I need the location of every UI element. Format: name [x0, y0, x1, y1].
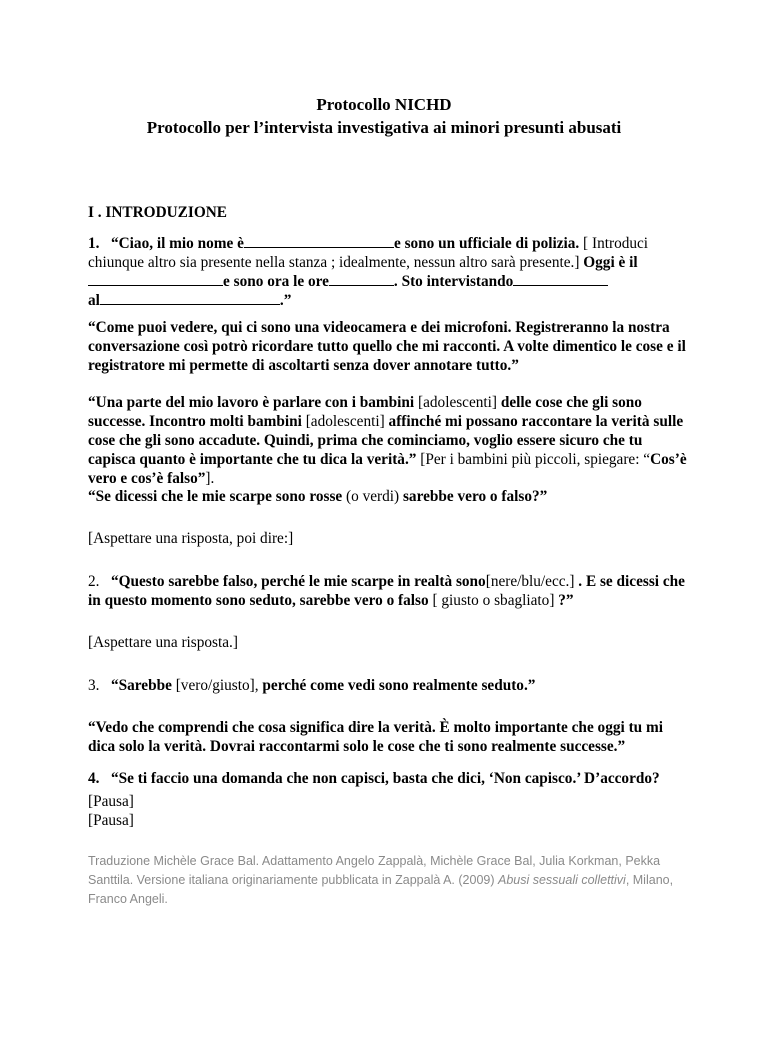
- p4-text-b: (o verdi): [342, 488, 403, 505]
- p3-text-a: “Una parte del mio lavoro è parlare con i bambini: [88, 394, 415, 411]
- p3-text-c: delle cose che gli sono successe. Incontro molti bambini: [88, 394, 642, 430]
- paragraph-1: [88, 234, 688, 310]
- p6-text-e: ?”: [558, 592, 574, 609]
- p1-text-d: Oggi è il: [583, 254, 638, 271]
- document-page: [0, 65, 768, 1059]
- paragraph-3: [88, 393, 688, 488]
- p3-text-h: ].: [205, 470, 215, 487]
- p3-text-f: [Per i bambini più piccoli, spiegare: “: [416, 451, 651, 468]
- paragraph-10: [Pausa]: [88, 793, 134, 810]
- paragraph-12-visible: [Pausa]: [88, 812, 134, 829]
- p8-text-a: “Sarebbe: [110, 677, 172, 694]
- p8-text-c: perché come vedi sono realmente seduto.”: [262, 677, 536, 694]
- item-number: 2.: [88, 573, 100, 590]
- date-blank: [88, 272, 223, 286]
- footer-book-title: Abusi sessuali collettivi: [497, 873, 626, 887]
- p1-text-a: “Ciao, il mio nome è: [110, 235, 244, 252]
- p6-text-d: [ giusto o sbagliato]: [428, 592, 559, 609]
- paragraph-11: [88, 769, 688, 788]
- paragraph-5: [Aspettare una risposta, poi dire:]: [88, 530, 294, 547]
- p11-text-a: “Se ti faccio una domanda che non capisci, basta che dici, ‘Non capisco.’ D’accordo?: [110, 770, 660, 787]
- p4-text-a: “Se dicessi che le mie scarpe sono rosse: [88, 488, 343, 505]
- p3-text-e: affinché mi possano raccontare la verità sulle cose che gli sono accadute. Quindi, prima che cominciamo, voglio essere sicuro che tu capisca quanto è importante che tu dica la verità.”: [88, 413, 684, 468]
- paragraph-2: “Come puoi vedere, qui ci sono una videocamera e dei microfoni. Registreranno la nostra conversazione così potrò ricordare tutto quello che mi racconti. A volte dimentico le cose e il registratore mi permette di ascoltarti senza dover annotare tutto.”: [88, 319, 686, 374]
- name-blank: [244, 234, 394, 248]
- p6-text-c: . E se dicessi che in questo momento sono seduto, sarebbe vero o falso: [88, 573, 685, 609]
- p1-text-e: e sono ora le ore: [223, 273, 329, 290]
- p1-text-c: [ Introduci chiunque altro sia presente nella stanza ; idealmente, nessun altro sarà presente.]: [88, 235, 649, 271]
- paragraph-4: [88, 487, 688, 506]
- footer-text: Traduzione Michèle Grace Bal. Adattamento Angelo Zappalà, Michèle Grace Bal, Julia Korkman, Pekka Santtila. Versione italiana originariamente pubblicata in Zappalà A. (2009): [88, 854, 661, 887]
- document-title: Protocollo NICHD: [316, 95, 452, 114]
- p6-text-a: “Questo sarebbe falso, perché le mie scarpe in realtà sono: [110, 573, 486, 590]
- p6-text-b: [nere/blu/ecc.]: [485, 573, 579, 590]
- time-blank: [329, 272, 394, 286]
- place-blank: [100, 291, 280, 305]
- footer-publisher: , Milano, Franco Angeli.: [88, 873, 674, 906]
- p3-text-b: [adolescenti]: [414, 394, 501, 411]
- item-number: 1.: [88, 235, 100, 252]
- paragraph-8: [88, 676, 688, 695]
- paragraph-7: [Aspettare una risposta.]: [88, 634, 238, 651]
- interviewee-blank: [513, 272, 608, 286]
- paragraph-9: “Vedo che comprendi che cosa significa dire la verità. È molto importante che oggi tu mi dica solo la verità. Dovrai raccontarmi solo le cose che ti sono realmente successe.”: [88, 719, 663, 755]
- p4-text-c: sarebbe vero o falso?”: [402, 488, 548, 505]
- p1-text-f: . Sto intervistando: [393, 273, 514, 290]
- item-number: 3.: [88, 677, 100, 694]
- document-subtitle: Protocollo per l’intervista investigativa ai minori presunti abusati: [146, 118, 622, 137]
- p8-text-b: [vero/giusto],: [171, 677, 263, 694]
- footer-citation: [88, 852, 688, 909]
- p3-text-d: [adolescenti]: [301, 413, 389, 430]
- item-number: 4.: [88, 770, 100, 787]
- section-heading: I . INTRODUZIONE: [88, 204, 227, 221]
- p1-text-b: e sono un ufficiale di polizia.: [393, 235, 580, 252]
- p1-text-h: .”: [279, 292, 292, 309]
- paragraph-6: [88, 572, 688, 610]
- p1-text-g: al: [88, 292, 100, 309]
- p3-text-g: Cos’è vero e cos’è falso”: [88, 451, 687, 487]
